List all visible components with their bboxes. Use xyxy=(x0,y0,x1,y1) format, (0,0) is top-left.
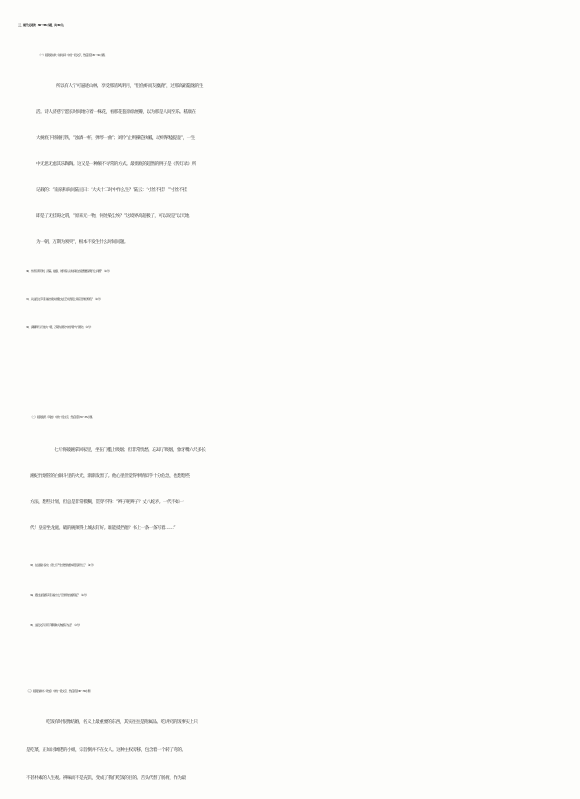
part2-passage-line: 湘妃竹烟管的白铜斗里的火光，渐渐发黑了。他心里但觉得事情似乎十分危急，也想想些 xyxy=(30,474,190,479)
part2-passage-line: 七斤将破碗拿回家里，坐在门槛上吸烟；但非常忧愁，忘却了吸烟，象牙嘴六尺多长 xyxy=(54,448,206,453)
part1-passage-line: 活。诗人济慈宁愿长时间地守着一株花，看那花苞徐徐展瓣，以为那是人间至乐。嵇康在 xyxy=(36,110,196,115)
part2-passage-line: 方法，想些计划，但总是非常模糊，贯穿不得：“辫子呢辫子？丈八蛇矛。一代不如一 xyxy=(30,500,184,505)
question-31: 31．从这段文字可以看出梁实秋散文在艺术表现上具有怎样的特色？（4 分） xyxy=(26,297,102,301)
part1-passage-line: 为一朝，万期为须臾”，根本不发生什么时间问题。 xyxy=(36,240,128,245)
question-35: 35．这段文字运用了哪两种人物描写方法？（2 分） xyxy=(30,623,82,627)
part1-passage-line: 中无思无虑其乐陶陶。这又是一种颇不寻常的方式。最彻底的超然的例子是《传灯录》所 xyxy=(36,162,196,167)
part3-passage-line: 是吃菜，正如讨阔佬的小姐，宗旨倒并不在女人。这种主权旁移，包含着一个转了弯的、 xyxy=(26,748,186,753)
part1-passage-line: 即是了无挂碍之谓，“原来无一物，何处染尘埃？”这境界高超极了，可以说是“以天地 xyxy=(36,214,189,219)
part1-passage-line: 记载的：“南泉和尚问陆亘曰：‘大夫十二时中作么生？’陆云：‘寸丝不挂！’”寸丝不挂 xyxy=(36,188,187,193)
part3-intro: （三）阅读钱钟书《吃饭》中的一段文字，然后回答 36～38 小题 xyxy=(26,689,91,693)
part3-passage-line: 吃饭有时很像结婚，名义上最重要的东西，其实往往是附属品。吃讲究的饭事实上只 xyxy=(46,720,198,725)
part2-passage-line: 代！皇帝坐龙庭。破的碗须得上城去钉好。谁能抵挡他？书上一条一条写着……” xyxy=(30,526,176,531)
part1-passage-line: 所以有人宁可逼迹山林，享受那清风明月，“侣鱼虾而友麋鹿”，过那高蹈隐逸的生 xyxy=(56,84,203,89)
section-heading: 三、现代文阅读：30～38 小题，共 30 分。 xyxy=(18,23,66,27)
question-30: 30．作者引用苏轼、济慈、嵇康、刘伶等人对时间的态度想要说明什么问题？（4 分） xyxy=(26,269,111,273)
part3-passage-line: 不甚朴素的人生观。辨味而不是充饥，变成了我们吃饭的目的。舌头代替了肠胃，作为最 xyxy=(26,776,186,781)
part2-intro: （二）阅读鲁迅《风波》中的一段文字，然后回答 33～35 小题。 xyxy=(30,415,95,419)
question-32: 32．请解释“以天地为一朝，万期为须臾”中的“朝”与“须臾”。（2 分） xyxy=(26,325,93,329)
part1-intro: （一）阅读梁实秋《谈时间》中的一段文字，然后回答 30～32 小题。 xyxy=(38,53,107,57)
question-33: 33．在这篇小说中，使七斤产生忧愁的根本原因是什么？（4 分） xyxy=(30,563,95,567)
part1-passage-line: 大树底下扬锤打铁，“浊酒一杯，弹琴一曲”；刘伶“止则操卮执觚，动则挈榼提壶”，一生 xyxy=(36,136,195,141)
question-34: 34．通过这段描写可以看出七斤怎样的性格特征？（4 分） xyxy=(30,593,88,597)
